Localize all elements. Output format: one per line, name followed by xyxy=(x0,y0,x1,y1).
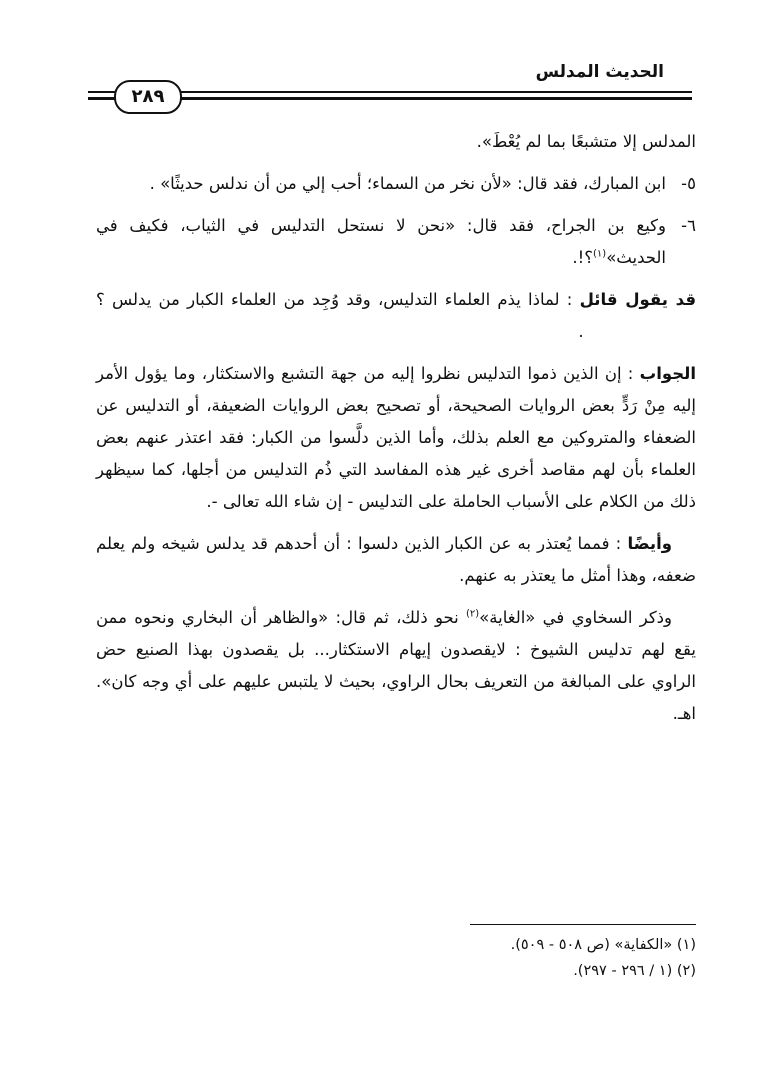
list-number: ٥- xyxy=(681,174,696,193)
sakhawi-text-a: وذكر السخاوي في «الغاية» xyxy=(479,608,672,627)
list-text: وكيع بن الجراح، فقد قال: «نحن لا نستحل التدليس في الثياب، فكيف في الحديث» xyxy=(96,216,666,267)
list-text: ابن المبارك، فقد قال: «لأن نخر من السماء؛ أحب إلي من أن ندلس حديثًا» . xyxy=(149,174,666,193)
question-mark-dot: . xyxy=(578,322,584,341)
paragraph-intro: المدلس إلا متشبعًا بما لم يُعْطَ». xyxy=(476,132,696,151)
question-text: : لماذا يذم العلماء التدليس، وقد وُجِد من العلماء الكبار من يدلس ؟ xyxy=(96,290,573,309)
list-text-end: ؟!. xyxy=(572,248,593,267)
also-text: : فمما يُعتذر به عن الكبار الذين دلسوا : أن أحدهم قد يدلس شيخه ولم يعلم ضعفه، وهذا أمثل ما يعتذر به عنهم. xyxy=(96,534,696,585)
sakhawi-text-b: نحو ذلك، ثم قال: «والظاهر أن البخاري ونحوه ممن يقع لهم تدليس الشيوخ : لايقصدون إيهام الاستكثار... بل يقصدون بهذا الصنيع حض الراوي على المبالغة من التعريف بحال الراوي، بحيث لا يلتبس عليهم على أي وجه كان». اهـ. xyxy=(96,608,696,723)
footnote-1: (١) «الكفاية» (ص ٥٠٨ - ٥٠٩). xyxy=(510,937,696,953)
also-lead: وأيضًا xyxy=(627,534,672,553)
list-item-5 xyxy=(96,168,696,200)
running-title: الحديث المدلس xyxy=(535,62,664,82)
question-lead: قد يقول قائل xyxy=(579,290,696,309)
main-text xyxy=(96,126,696,740)
list-item-6 xyxy=(96,210,696,274)
paragraph-sakhawi xyxy=(96,602,696,730)
page-number: ٢٨٩ xyxy=(114,80,182,114)
footnote-ref: (٢) xyxy=(465,608,480,620)
list-text-wrap xyxy=(96,210,666,274)
footnotes xyxy=(300,932,696,984)
paragraph-question xyxy=(96,284,696,348)
paragraph-answer xyxy=(96,358,696,518)
footnote-rule xyxy=(470,924,696,925)
answer-text: : إن الذين ذموا التدليس نظروا إليه من جهة التشبع والاستكثار، وما يؤول الأمر إليه مِنْ رَدٍّ بعض الروايات الصحيحة، أو تصحيح بعض الروايات الضعيفة، أو التدليس عن الضعفاء والمتروكين مع العلم بذلك، وأما الذين دلَّسوا من الكبار: فقد اعتذر عنهم بعض العلماء بأن لهم مقاصد أخرى غير هذه المفاسد التي ذُم التدليس من أجلها، كما سيظهر ذلك من الكلام على الأسباب الحاملة على التدليس - إن شاء الله تعالى -. xyxy=(96,364,696,511)
list-number: ٦- xyxy=(681,216,696,235)
paragraph-also xyxy=(96,528,696,592)
footnote-ref: (١) xyxy=(593,248,607,260)
answer-lead: الجواب xyxy=(639,364,696,383)
footnote-2: (٢) (١ / ٢٩٦ - ٢٩٧). xyxy=(573,963,696,979)
